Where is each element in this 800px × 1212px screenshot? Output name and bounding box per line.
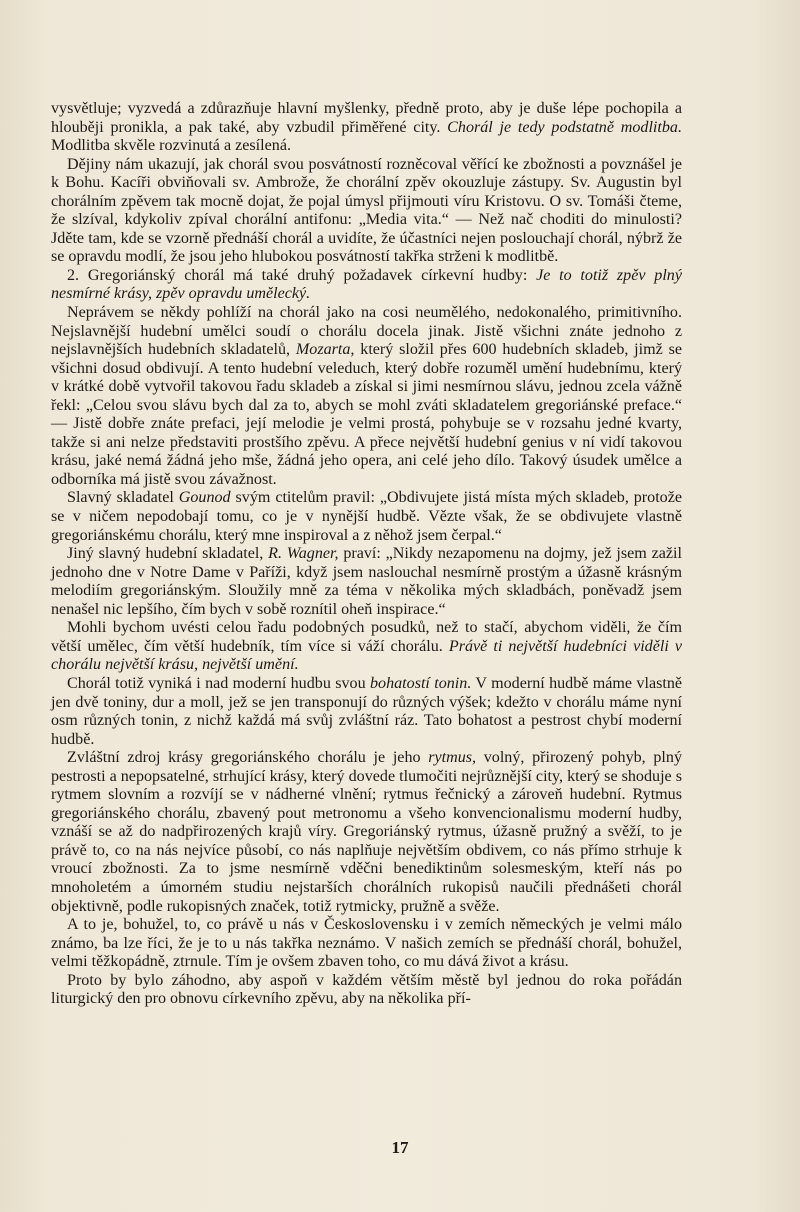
paragraph xyxy=(51,545,682,619)
emphasized-text: Chorál je tedy podstatně modlitba. xyxy=(447,118,682,136)
paragraph xyxy=(51,489,682,545)
text-run: volný, přirozený pohyb, plný pestrosti a nepopsatelné, strhující krásy, který dovede tlumočiti nejrůznější city, který se shoduje s rytmem slovním a rozvíjí se v nádherné vlnění; rytmus řečnický a zároveň hudební. Rytmus gregoriánského chorálu, zbavený pout metronomu a všeho konvencionalismu moderní hudby, vznáší se až do nadpřirozených krajů víry. Gregoriánský rytmus, úžasně pružný a svěží, to je právě to, co na nás nejvíce působí, co nás naplňuje největším obdivem, co nás přímo strhuje k vroucí zbožnosti. Za to jsme nesmírně vděčni benediktinům solesmeským, kteří nás po mnoholetém a úmorném studiu nejstarších chorálních rukopisů naučili přednášeti chorál objektivně, podle rukopisných značek, totiž rytmicky, pružně a svěže. xyxy=(51,749,682,915)
text-run: A to je, bohužel, to, co právě u nás v Československu i v zemích německých je velmi málo známo, ba lze říci, že je to u nás takřka neznámo. V našich zemích se přednáší chorál, bohužel, velmi těžkopádně, ztrnule. Tím je ovšem zbaven toho, co mu dává život a krásu. xyxy=(51,916,682,971)
paragraph xyxy=(51,916,682,972)
text-run: Slavný skladatel xyxy=(67,489,179,507)
text-run: praví: „Nikdy nezapomenu na dojmy, jež jsem zažil jednoho dne v Notre Dame v Paříži, když jsem naslouchal nesmírně prostým a úžasně krásným melodiím gregoriánským. Sloužily mně za téma v několika mých skladbách, poněvadž jsem nenašel nic lepšího, čím bych v sobě roznítil oheň inspirace.“ xyxy=(51,545,682,618)
emphasized-text: Je to totiž zpěv plný nesmírné krásy, zpěv opravdu umělecký. xyxy=(51,266,682,303)
text-run: Mohli bychom uvésti celou řadu podobných posudků, než to stačí, abychom viděli, že čím větší umělec, čím větší hudebník, tím více si váží chorálu. xyxy=(51,619,682,655)
text-run: vysvětluje; vyzvedá a zdůrazňuje hlavní myšlenky, předně proto, aby je duše lépe pochopila a hlouběji pronikla, a pak také, aby vzbudil přiměřené city. xyxy=(51,100,682,136)
paragraph xyxy=(51,675,682,749)
text-run: který složil přes 600 hudebních skladeb, jimž se všichni dosud obdivují. A tento hudební veleduch, který dobře rozuměl umění hudebnímu, který v krátké době vytvořil takovou řadu skladeb a získal si jimi nesmírnou slávu, jednou zcela vážně řekl: „Celou svou slávu bych dal za to, abych se mohl zváti skladatelem gregoriánské preface.“ — Jistě dobře znáte prefaci, její melodie je velmi prostá, pohybuje se v rozsahu jedné kvarty, takže si ani nelze představiti prostšího zpěvu. A přece největší hudební genius v ní vidí takovou krásu, jaké nemá žádná jeho mše, žádná jeho opera, ani celé jeho dílo. Takový úsudek umělce a odborníka má jistě svou závažnost. xyxy=(51,341,682,488)
text-run: svým ctitelům pravil: „Obdivujete jistá místa mých skladeb, protože se v ničem nepodobají tomu, co je v nynější hudbě. Vězte však, že se obdivujete vlastně gregoriánskému chorálu, který mne inspiroval a z něhož jsem čerpal.“ xyxy=(51,489,683,544)
paragraph xyxy=(51,156,682,267)
text-run: Modlitba skvěle rozvinutá a zesílená. xyxy=(51,137,291,155)
paragraph xyxy=(51,304,682,489)
paragraph xyxy=(51,972,682,1009)
text-run: 2. Gregoriánský chorál má také druhý požadavek církevní hudby: xyxy=(67,266,537,284)
text-run: Zvláštní zdroj krásy gregoriánského chorálu je jeho xyxy=(67,749,429,767)
paragraph xyxy=(51,267,682,304)
emphasized-text: R. Wagner, xyxy=(268,545,339,563)
body-text xyxy=(51,100,682,1009)
emphasized-text: bohatostí tonin. xyxy=(369,674,472,692)
emphasized-text: Gounod xyxy=(178,489,231,507)
text-run: Neprávem se někdy pohlíží na chorál jako na cosi neumělého, nedokonalého, primitivního. Nejslavnější hudební umělci soudí o chorálu docela jinak. Jistě všichni znáte jednoho z nejslavnějších hudebních skladatelů, xyxy=(51,304,682,359)
text-run: Dějiny nám ukazují, jak chorál svou posvátností rozněcoval věřící ke zbožnosti a povznášel je k Bohu. Kacíři obviňovali sv. Ambrože, že chorální zpěv okouzluje zástupy. Sv. Augustin byl chorálním zpěvem tak mocně dojat, že pojal úmysl přijmouti víru Kristovu. O sv. Tomáši čteme, že slzíval, kdykoliv zpíval chorální antifonu: „Media vita.“ — Než nač choditi do minulosti? Jděte tam, kde se vzorně přednáší chorál a uvidíte, že účastníci nejen poslouchají chorál, nýbrž že se opravdu modlí, že jsou jeho hlubokou posvátností takřka strženi k modlitbě. xyxy=(51,155,682,266)
emphasized-text: rytmus, xyxy=(428,749,477,767)
text-run: Chorál totiž vyniká i nad moderní hudbu svou xyxy=(67,674,370,692)
page-number: 17 xyxy=(391,1138,409,1157)
text-run: Proto by bylo záhodno, aby aspoň v každém větším městě byl jednou do roka pořádán liturgický den pro obnovu církevního zpěvu, aby na několika pří- xyxy=(51,971,682,1008)
text-run: Jiný slavný hudební skladatel, xyxy=(67,545,269,563)
paragraph xyxy=(51,619,682,675)
emphasized-text: Mozarta, xyxy=(295,341,355,359)
emphasized-text: Právě ti největší hudebníci viděli v chorálu největší krásu, největší umění. xyxy=(51,637,682,674)
paragraph xyxy=(51,100,682,156)
text-run: V moderní hudbě máme vlastně jen dvě toniny, dur a moll, jež se jen transponují do různých výšek; kdežto v chorálu máme nyní osm různých tonin, z nichž každá má svůj zvláštní ráz. Tato bohatost a pestrost chybí moderní hudbě. xyxy=(51,674,683,748)
paragraph xyxy=(51,749,682,916)
